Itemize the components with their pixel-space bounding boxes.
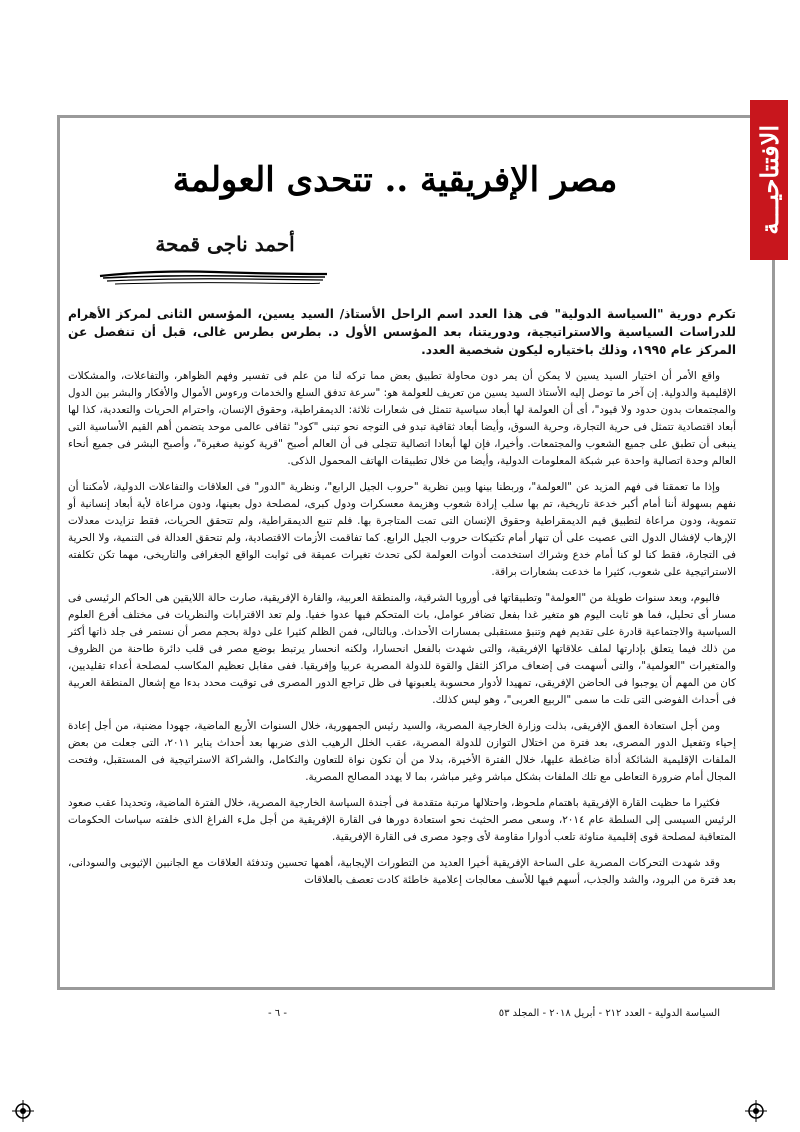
body-paragraph: واقع الأمر أن اختيار السيد يسين لا يمكن أن يمر دون محاولة تطبيق بعض مما تركه لنا من علم فى تفسير وفهم الظواهر، والتفاعلات، والمشكلات الإقليمية والدولية. إن آخر ما توصل إليه الأستاذ السيد يسين من تعريف للعولمة هو: "سرعة تدفق السلع والخدمات ورءوس الأموال والأفكار والبشر بين الدول والمجتمعات بدون حدود ولا قيود"، أى أن العولمة لها أبعاد سياسية تتمثل فى شعارات ثلاثة: الديمقراطية، وحقوق الإنسان، واحترام الحريات والتعددية، كذا لها أبعاد اقتصادية تتمثل فى حرية التجارة، وحرية السوق، وأيضا أبعاد ثقافية تبدو فى التوجه نحو تبنى "كود" ثقافى عالمى موحد يتضمن أهم القيم الأساسية التى ينبغى أن تطبق على جميع الشعوب والمجتمعات. وأخيرا، فإن لها أبعادا اتصالية تتجلى فى أن العالم أصبح "قرية كونية صغيرة"، وأصبح البشر فى جميع أنحاء العالم وحدة اتصالية واحدة عبر شبكة المعلومات الدولية، وأيضا من خلال تطبيقات الهاتف المحمول الذكى.	[68, 370, 736, 467]
page-footer	[68, 1003, 720, 1023]
registration-mark-icon	[12, 1100, 34, 1122]
body-paragraph: فكثيرا ما حظيت القارة الإفريقية باهتمام ملحوظ، واحتلالها مرتبة متقدمة فى أجندة السياسة الخارجية المصرية، خلال الفترة الماضية، وتحديدا عقب صعود الرئيس السيسى إلى السلطة عام ٢٠١٤، وسعى مصر الحثيث نحو استعادة دورها فى القارة الإفريقية من أجل ملء الفراغ الذى خلفته سياسات الحكومات المتعاقبة لمصلحة قوى إقليمية مناوئة تلعب أدوارا مقاومة لأى وجود مصرى فى القارة الإفريقية.	[68, 797, 736, 843]
lead-paragraph: تكرم دورية "السياسة الدولية" فى هذا العدد اسم الراحل الأستاذ/ السيد يسين، المؤسس الثانى لمركز الأهرام للدراسات السياسية والاستراتيجية، ودوريتنا، بعد المؤسس الأول د. بطرس بطرس غالى، قبل أن تنفصل عن المركز عام ١٩٩٥، وذلك باختياره ليكون شخصية العدد.	[68, 307, 736, 357]
author-underline-decoration	[95, 262, 330, 290]
article-title: مصر الإفريقية .. تتحدى العولمة	[172, 160, 618, 200]
author-name: أحمد ناجى قمحة	[155, 232, 295, 256]
article-body	[68, 305, 736, 898]
registration-mark-icon	[745, 1100, 767, 1122]
journal-info: السياسة الدولية - العدد ٢١٢ - أبريل ٢٠١٨ - المجلد ٥٣	[498, 1007, 720, 1019]
section-label: الافتتاحيـــة	[754, 125, 784, 235]
body-paragraph: فاليوم، وبعد سنوات طويلة من "العولمة" وتطبيقاتها فى أوروبا الشرقية، والمنطقة العربية، والقارة الإفريقية، صارت حالة اللايقين هى الحاكم الرئيسى فى مسار أى تحليل، فما هو ثابت اليوم هو متغير غدا بفعل تضافر عوامل، بات المتحكم فيها عدوا خفيا. ولم تعد الاقترابات والنظريات فى مختلف أفرع العلوم السياسية والاجتماعية قادرة على تقديم فهم وتنبؤ مستقبلى بمسارات الأحداث. وبالتالى، فمن الظلم كثيرا على دولة بحجم مصر أن نستمر فى جلد ذاتها أكثر من ذلك فيما يتعلق بإدارتها لملف علاقاتها الإفريقية، والتى شهدت بالفعل انحسارا، ولكنه انحسار يرتبط بوضع مصر فى قلب دائرة طاحنة من الظروف والمتغيرات "العولمية"، والتى أسهمت فى إضعاف مراكز الثقل والقوة للدولة المصرية عربيا وإفريقيا. ففى مقابل تعظيم المكاسب لمصلحة أعداء تقليديين، كان من المهم أن يوجبوا فى الحاضن الإفريقى، تمهيدا لأدوار محسوبة يلعبونها فى ظل تراجع الدور المصرى فى توقيت محدد بدءا مع إشعال المنطقة العربية فى أحداث الفوضى التى تلت ما سمى "الربيع العربى"، وهو ليس كذلك.	[68, 592, 736, 706]
body-paragraph: ومن أجل استعادة العمق الإفريقى، بذلت وزارة الخارجية المصرية، والسيد رئيس الجمهورية، خلال السنوات الأربع الماضية، جهودا مضنية، من أجل إعادة إحياء وتفعيل الدور المصرى، بعد فترة من اختلال التوازن للدولة المصرية، عقب الخلل الرهيب الذى ضربها بعد أحداث يناير ٢٠١١، التى جعلت من بعض الملفات الإقليمية الشائكة أداة ضاغطة عليها، خلال الفترة الأخيرة، بدلا من أن تكون نواة للتعاون والتكامل، والشراكة الاستراتيجية فى المستقبل، وفتحت المجال أمام ضرورة التعاطى مع تلك الملفات بشكل مباشر وغير مباشر، بما لا يهدد المصالح المصرية.	[68, 720, 736, 783]
section-label-tab	[750, 100, 788, 260]
body-paragraph: وإذا ما تعمقنا فى فهم المزيد عن "العولمة"، وربطنا بينها وبين نظرية "حروب الجيل الرابع"، ونظرية "الدور" فى العلاقات والتفاعلات الدولية، لأمكننا أن نفهم بسهولة أننا أمام أكبر خدعة تاريخية، تم بها سلب إرادة شعوب وهزيمة معسكرات ودول كبرى، لمصلحة دول بعينها، ودون مراعاة لأية أبعاد إنسانية أو تنموية، ودون مراعاة لتطبيق قيم الديمقراطية وحقوق الإنسان التى تمت المتاجرة بها. فلم تنبع الديمقراطية، ولم تتحقق الحريات، فقط تزايدت معدلات الإرهاب لإفشال الدول التى عصيت على أن تنهار أمام تكتيكات حروب الجيل الرابع. كما تفاقمت الأزمات الاقتصادية، ولم تتحقق العدالة فى التنمية، ولا الحرية فى التجارة، فقط كنا لو كنا أمام خدع وشراك استخدمت أدوات العولمة لكى تحدث تغيرات عميقة فى ثوابت الواقع الجغرافى والتاريخى، مهما تكن تكلفته الاستراتيجية على شعوب، كثيرا ما خدعت بشعارات براقة.	[68, 481, 736, 578]
body-paragraph: وقد شهدت التحركات المصرية على الساحة الإفريقية أخيرا العديد من التطورات الإيجابية، أهمها تحسين وتدفئة العلاقات مع الجانبين الإثيوبى والسودانى، بعد فترة من البرود، والشد والجذب، أسهم فيها للأسف معالجات إعلامية خاطئة كادت تعصف بالعلاقات	[68, 857, 736, 886]
page-number: - ٦ -	[268, 1007, 287, 1019]
